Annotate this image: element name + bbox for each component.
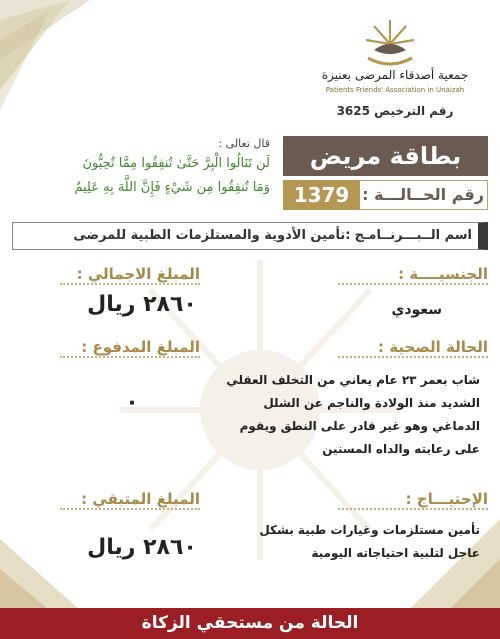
nationality-label: الجنسيــــة :: [338, 265, 488, 285]
nationality-value: سعودي: [391, 302, 442, 318]
total-amount-value: ٢٨٦٠ ريال: [87, 292, 197, 317]
health-status-line-1: شاب بعمر ٢٣ عام يعاني من التخلف العقلي: [226, 373, 480, 387]
health-status-line-3: الدماغي وهو غير قادر على النطق ويقوم: [239, 419, 480, 433]
case-number-value: 1379: [283, 180, 360, 210]
corner-decoration-top-left: [0, 0, 90, 110]
need-label: الإحتيـــاج :: [338, 490, 488, 510]
health-status-line-4: على رعايته والداه المسنين: [322, 442, 480, 456]
verse-intro-label: قال تعالى :: [218, 137, 270, 150]
organization-name-english: Patients Friends' Association in Unaizah: [325, 86, 465, 94]
paid-amount-label: المبلغ المدفوع :: [60, 338, 200, 358]
license-number: 3625: [336, 104, 370, 118]
program-label: اسم الــبـــرنــامـج: [354, 228, 472, 243]
zakat-eligibility-banner: الحالة من مستحقي الزكاة: [0, 608, 500, 639]
association-logo-icon: [360, 18, 420, 70]
license-line: [300, 104, 490, 118]
total-amount-label: المبلغ الاجمالي :: [60, 265, 200, 285]
paid-amount-value: ٠: [125, 390, 139, 415]
need-line-1: تأمين مستلزمات وغيارات طبية بشكل: [259, 523, 480, 537]
case-number-label: رقم الحــالـــة :: [358, 180, 488, 210]
license-label: رقم الترخيص: [374, 104, 454, 118]
need-line-2: عاجل لتلبية احتياجاته اليومية: [311, 546, 480, 560]
health-status-line-2: الشديد منذ الولادة والناجم عن الشلل: [263, 396, 480, 410]
remaining-amount-label: المبلغ المتبقي :: [60, 490, 200, 510]
corner-decoration-bottom-left: [0, 499, 90, 619]
health-status-label: الحالة الصحية :: [338, 338, 488, 358]
organization-name-arabic: جمعية أصدقاء المرضى بعنيزة: [321, 68, 469, 82]
remaining-amount-value: ٢٨٦٠ ريال: [87, 535, 197, 560]
case-number-row: [283, 180, 488, 210]
verse-line-2: وَمَا تُنفِقُوا مِن شَيْءٍ فَإِنَّ اللَّهَ بِهِ عَلِيمٌ: [74, 180, 270, 195]
program-row: [12, 222, 488, 250]
card-title: بطاقة مريض: [283, 136, 488, 176]
verse-line-1: لَن تَنَالُوا الْبِرَّ حَتَّىٰ تُنفِقُوا مِمَّا تُحِبُّونَ: [82, 156, 270, 171]
program-value: :تأمين الأدوية والمستلزمات الطبية للمرضى: [73, 228, 351, 243]
